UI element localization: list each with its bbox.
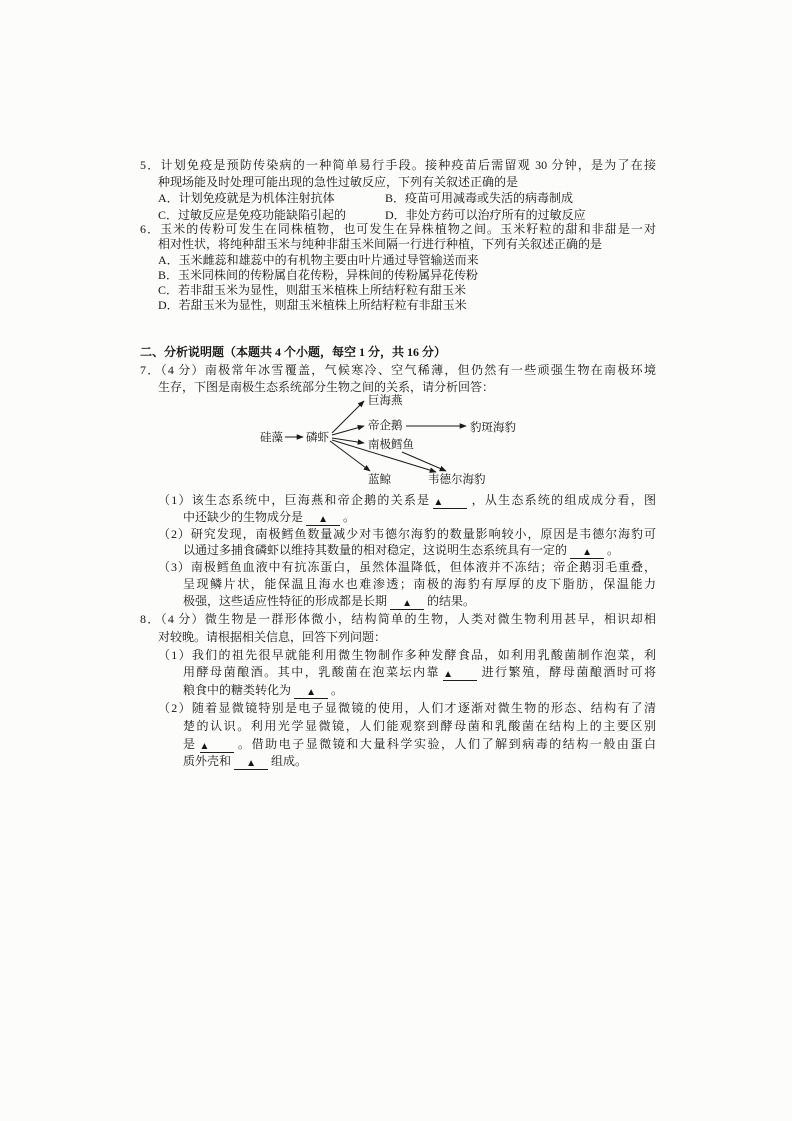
- answer-blank: ▲: [390, 598, 424, 610]
- q6-option-a: A．玉米雌蕊和雄蕊中的有机物主要由叶片通过导管输送而来: [158, 252, 479, 267]
- question-6: [140, 222, 656, 314]
- node-emperor-penguin: 帝企鹅: [368, 420, 403, 432]
- q6-option-c: C．若非甜玉米为显性，则甜玉米植株上所结籽粒有甜玉米: [158, 283, 467, 298]
- answer-blank: ▲: [306, 514, 340, 526]
- q7-sub1-line-1: [158, 492, 656, 509]
- q8-sub2-line-1: [158, 700, 656, 718]
- section-2-header: [140, 344, 656, 360]
- node-leopard-seal: 豹斑海豹: [470, 422, 516, 434]
- q5-option-a: A．计划免疫就是为机体注射抗体: [158, 191, 335, 205]
- answer-blank: ▲: [294, 687, 328, 699]
- q7-sub1-text: 。: [343, 509, 356, 524]
- arrow-krill-to-petrel: [332, 401, 364, 433]
- q8-stem-line-2: 对较晚。请根据相关信息，回答下列问题：: [158, 629, 387, 644]
- node-diatom: 硅藻: [260, 432, 283, 444]
- q7-sub2-text: 。: [607, 543, 620, 558]
- q7-sub3-text: 极强，这些适应性特征的形成都是长期: [183, 593, 388, 608]
- q8-sub2-text: 组成。: [271, 754, 308, 769]
- q6-stem-text-1: 玉米的传粉可发生在同株植物，也可发生在异株植物之间。玉米籽粒的甜和非甜是一对: [160, 222, 656, 236]
- q6-stem-line-2: 相对性状，将纯种甜玉米与纯种非甜玉米间隔一行进行种植，下列有关叙述正确的是: [158, 237, 603, 252]
- q5-number: 5．: [140, 158, 161, 172]
- q7-sub2-line-2: [183, 542, 656, 559]
- answer-blank: ▲: [200, 741, 234, 753]
- node-krill: 磷虾: [306, 432, 329, 444]
- answer-blank: ▲: [443, 669, 477, 681]
- node-weddell-seal: 韦德尔海豹: [428, 474, 486, 486]
- q5-options-row-1: [158, 190, 656, 207]
- q8-sub2-label: （2）: [158, 700, 192, 715]
- q5-options-row-2: [158, 207, 656, 224]
- q8-number: 8．: [140, 612, 161, 626]
- q8-sub1-text: 进行繁殖，酵母菌酿酒时可将: [480, 665, 656, 680]
- q6-option-d: D．若甜玉米为显性，则甜玉米植株上所结籽粒有非甜玉米: [158, 298, 467, 313]
- q7-sub3-line-3: [183, 593, 656, 610]
- q8-sub1-text: 。: [331, 683, 344, 698]
- q8-sub1-line-3: [183, 682, 656, 700]
- arrow-krill-to-emperor-penguin: [332, 426, 364, 435]
- q7-sub2-label: （2）: [158, 526, 191, 541]
- q6-number: 6．: [140, 222, 161, 236]
- q8-sub2-text: 随着显微镜特别是电子显微镜的使用，人们才逐渐对微生物的形态、结构有了清: [191, 700, 656, 715]
- q8-sub1-line-2: [183, 664, 656, 682]
- q8-sub1-text: 我们的祖先很早就能利用微生物制作多种发酵食品，如利用乳酸菌制作泡菜，利: [191, 647, 656, 662]
- q7-sub3-text: 南极鳕鱼血液中有抗冻蛋白，虽然体温降低，但体液并不冻结；帝企鹅羽毛重叠，: [190, 560, 656, 575]
- q7-sub3-line-1: [158, 559, 656, 576]
- q8-stem-text-1: （4 分）微生物是一群形体微小，结构简单的生物，人类对微生物利用甚早，相识却相: [160, 612, 656, 626]
- food-web-diagram: [250, 390, 540, 490]
- q5-option-b: B．疫苗可用减毒或失活的病毒制成: [385, 191, 574, 205]
- q8-stem-line-1: [140, 611, 656, 629]
- question-7-subquestions: [140, 492, 656, 610]
- q7-sub2-text: 以通过多捕食磷虾以维持其数量的相对稳定，这说明生态系统具有一定的: [183, 543, 568, 558]
- q8-sub1-text: 粮食中的糖类转化为: [183, 683, 292, 698]
- q7-sub3-line-2: 呈现鳞片状，能保温且海水也难渗透；南极的海豹有厚厚的皮下脂肪，保温能力: [183, 576, 656, 591]
- q7-stem-line-2: 生存，下图是南极生态系统部分生物之间的关系，请分析回答：: [158, 380, 495, 394]
- q8-sub2-line-2: 楚的认识。利用光学显微镜，人们能观察到酵母菌和乳酸菌在结构上的主要区别: [183, 718, 656, 733]
- section-2-title: 二、分析说明题（本题共 4 个小题，每空 1 分，共 16 分）: [140, 345, 447, 359]
- q7-number: 7．: [140, 363, 161, 377]
- node-petrel: 巨海燕: [368, 395, 403, 407]
- q8-sub1-line-1: [158, 647, 656, 665]
- q7-sub1-line-2: [183, 509, 656, 526]
- q7-stem-line-1: [140, 362, 656, 379]
- q8-sub1-label: （1）: [158, 647, 192, 662]
- answer-blank: ▲: [570, 547, 604, 559]
- q7-sub1-label: （1）: [158, 493, 192, 507]
- q6-stem-line-1: [140, 222, 656, 237]
- q8-sub2-text: 是: [183, 736, 197, 751]
- q7-sub1-text: 该生态系统中，巨海燕和帝企鹅的关系是: [191, 493, 431, 507]
- question-8: [140, 611, 656, 771]
- node-antarctic-cod: 南极鳕鱼: [368, 439, 414, 451]
- q5-stem-line-1: [140, 157, 656, 174]
- node-blue-whale: 蓝鲸: [368, 474, 391, 486]
- q7-sub3-text: 的结果。: [427, 593, 476, 608]
- q8-sub2-text: 质外壳和: [183, 754, 232, 769]
- q5-option-d: D．非处方药可以治疗所有的过敏反应: [385, 207, 586, 222]
- question-5: [140, 157, 656, 223]
- q7-sub1-text: ，从生态系统的组成成分看，图: [470, 493, 656, 507]
- q8-sub2-line-3: [183, 736, 656, 754]
- answer-blank: ▲: [433, 497, 467, 509]
- q5-stem-line-2: 种现场能及时处理可能出现的急性过敏反应，下列有关叙述正确的是: [158, 174, 519, 189]
- q7-sub3-label: （3）: [158, 560, 191, 575]
- q7-sub2-text: 研究发现，南极鳕鱼数量减少对韦德尔海豹的数量影响较小，原因是韦德尔海豹可: [190, 526, 656, 541]
- q5-option-c: C．过敏反应是免疫功能缺陷引起的: [158, 207, 347, 222]
- q6-option-b: B．玉米同株间的传粉属自花传粉，异株间的传粉属异花传粉: [158, 267, 479, 282]
- q7-sub1-text: 中还缺少的生物成分是: [183, 509, 304, 524]
- q8-sub2-text: 。借助电子显微镜和大量科学实验，人们了解到病毒的结构一般由蛋白: [236, 736, 656, 751]
- q7-stem-text-1: （4 分）南极常年冰雪覆盖，气候寒冷、空气稀薄，但仍然有一些顽强生物在南极环境: [160, 363, 656, 377]
- q5-stem-text-1: 计划免疫是预防传染病的一种简单易行手段。接种疫苗后需留观 30 分钟，是为了在接: [160, 158, 656, 172]
- q7-sub2-line-1: [158, 526, 656, 543]
- q8-sub1-text: 用酵母菌酿酒。其中，乳酸菌在泡菜坛内靠: [183, 665, 441, 680]
- arrow-krill-to-antarctic-cod: [332, 438, 364, 443]
- q8-sub2-line-4: [183, 753, 656, 771]
- answer-blank: ▲: [234, 758, 268, 770]
